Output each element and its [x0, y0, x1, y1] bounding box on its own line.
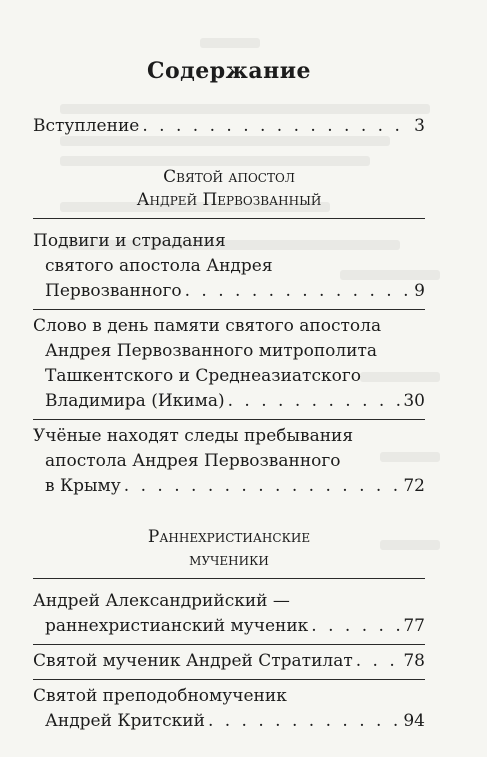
leader-dots — [124, 474, 401, 499]
section-heading-martyrs: Раннехристианские мученики — [33, 526, 425, 579]
toc-entry-intro[interactable] — [33, 114, 425, 144]
toc-entry-uchenye[interactable]: Учёные находят следы пребывания апостола Андрея Первозванного в Крыму . . . 72 — [33, 424, 425, 504]
toc-entry-title: Владимира (Икима) — [45, 391, 225, 411]
leader-dots — [142, 114, 411, 139]
toc-page-number: 77 — [403, 616, 425, 636]
page-title: Содержание — [146, 58, 312, 84]
toc-entry-kritskiy[interactable]: Святой преподобномученик Андрей Критский . . . 94 — [33, 684, 425, 739]
toc-page-number: 30 — [403, 391, 425, 411]
toc-entry-title: Первозванного — [45, 281, 182, 301]
toc-page-number: 3 — [414, 116, 425, 136]
leader-dots — [311, 614, 400, 639]
table-of-contents-page — [33, 58, 425, 743]
toc-entry-slovo[interactable]: Слово в день памяти святого апостола Андрея Первозванного митрополита Ташкентского и Среднеазиатского Владимира (Икима) . . . 30 — [33, 314, 425, 420]
leader-dots — [356, 649, 401, 674]
toc-entry-title: в Крыму — [45, 476, 121, 496]
section-heading-apostle: Святой апостол Андрей Первозванный — [33, 166, 425, 219]
toc-entry-title: раннехристианский мученик — [45, 616, 309, 636]
toc-page-number: 72 — [403, 476, 425, 496]
leader-dots — [228, 389, 401, 414]
leader-dots — [208, 709, 400, 734]
toc-entry-stratilat[interactable] — [33, 649, 425, 680]
toc-entry-title: Андрей Критский — [45, 711, 205, 731]
leader-dots — [185, 279, 412, 304]
toc-page-number: 78 — [403, 651, 425, 671]
toc-entry-title: Вступление — [33, 116, 140, 136]
toc-entry-title: Святой мученик Андрей Стратилат — [33, 651, 353, 671]
toc-entry-aleksandriyskiy[interactable]: Андрей Александрийский — раннехристианский мученик . . . 77 — [33, 589, 425, 645]
toc-page-number: 9 — [414, 281, 425, 301]
toc-entry-podvigi[interactable]: Подвиги и страдания святого апостола Андрея Первозванного . . . 9 — [33, 229, 425, 310]
toc-page-number: 94 — [403, 711, 425, 731]
